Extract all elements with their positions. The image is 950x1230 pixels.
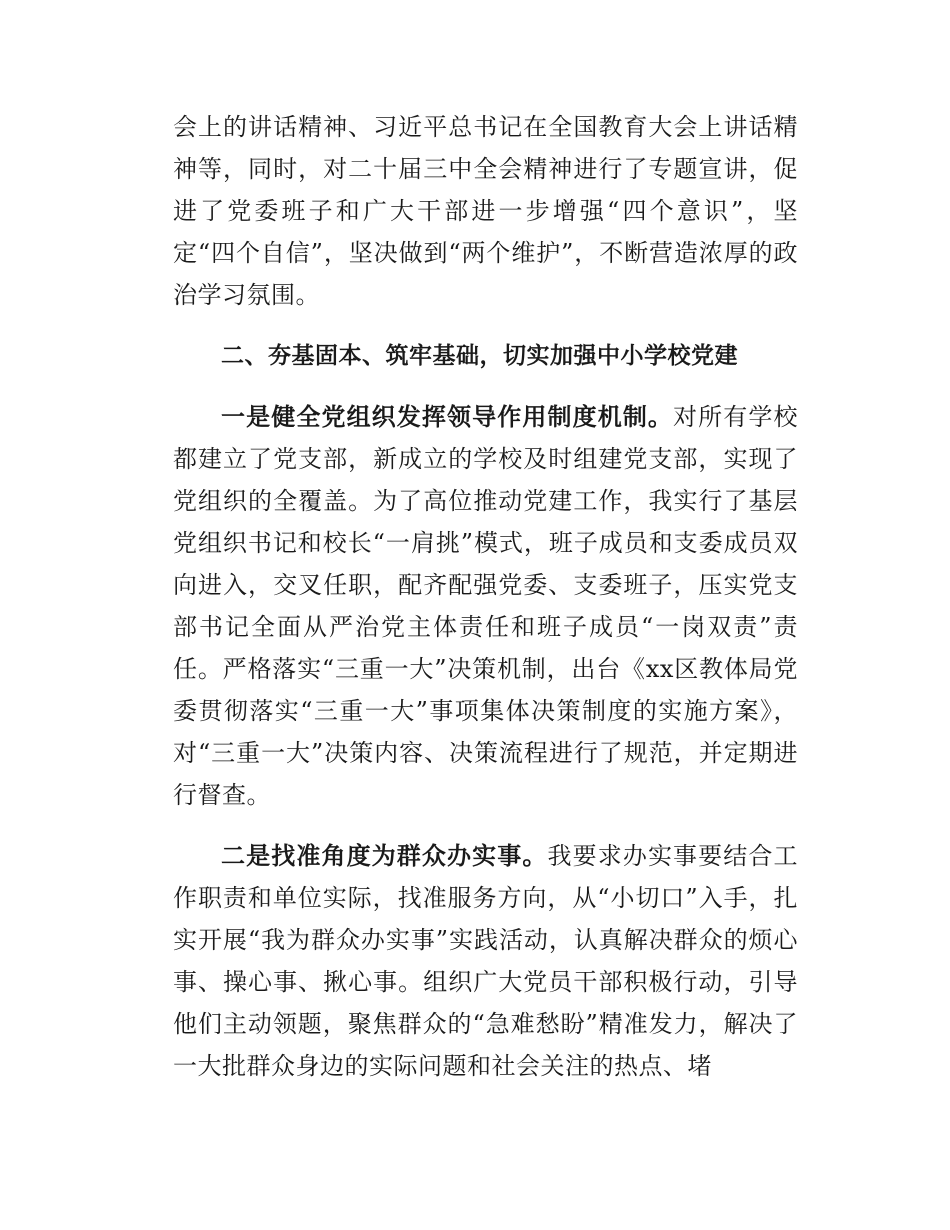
item-2-body: 我要求办实事要结合工作职责和单位实际，找准服务方向，从“小切口”入手，扎实开展“我为群众办实事”实践活动，认真解决群众的烦心事、操心事、揪心事。组织广大党员干部积极行动，引导他们主动领题，聚焦群众的“急难愁盼”精准发力，解决了一大批群众身边的实际问题和社会关注的热点、堵 [173,842,799,1080]
item-1-lead: 一是健全党组织发挥领导作用制度机制。 [221,403,674,431]
paragraph-item-1 [173,396,798,816]
section-heading: 二、夯基固本、筑牢基础，切实加强中小学校党建 [221,343,738,369]
paragraph-continued: 会上的讲话精神、习近平总书记在全国教育大会上讲话精神等，同时，对二十届三中全会精神进行了专题宣讲，促进了党委班子和广大干部进一步增强“四个意识”，坚定“四个自信”，坚决做到“两个维护”，不断营造浓厚的政治学习氛围。 [173,113,798,309]
item-1-body: 对所有学校都建立了党支部，新成立的学校及时组建党支部，实现了党组织的全覆盖。为了高位推动党建工作，我实行了基层党组织书记和校长“一肩挑”模式，班子成员和支委成员双向进入，交叉任职，配齐配强党委、支委班子，压实党支部书记全面从严治党主体责任和班子成员“一岗双责”责任。严格落实“三重一大”决策机制，出台《xx区教体局党委贯彻落实“三重一大”事项集体决策制度的实施方案》，对“三重一大”决策内容、决策流程进行了规范，并定期进行督查。 [173,403,799,809]
item-2-lead: 二是找准角度为群众办实事。 [221,842,548,870]
document-body [173,106,798,1087]
paragraph-item-2 [173,835,798,1087]
